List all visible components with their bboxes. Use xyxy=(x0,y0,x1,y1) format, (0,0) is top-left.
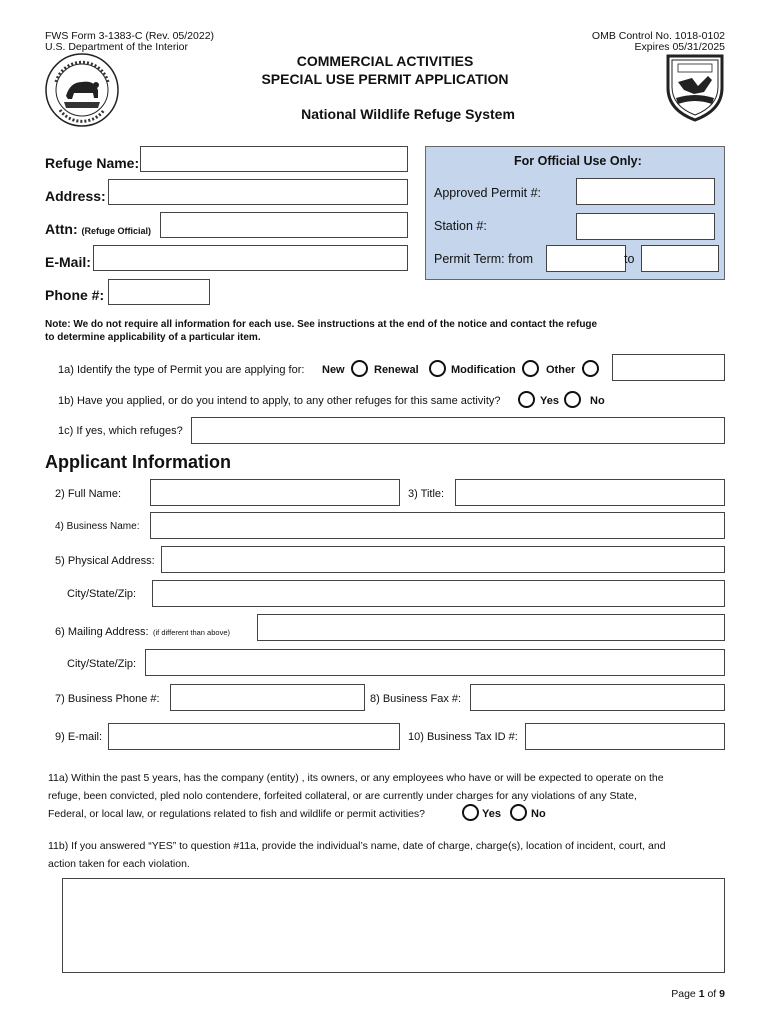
business-phone-input[interactable] xyxy=(170,684,365,711)
q1b-yes-radio[interactable] xyxy=(518,391,535,408)
q1a-label: 1a) Identify the type of Permit you are applying for: xyxy=(58,364,305,376)
city-state-zip-label: City/State/Zip: xyxy=(67,588,137,600)
physical-address-label: 5) Physical Address: xyxy=(55,555,155,567)
q11a-no-radio[interactable] xyxy=(510,804,527,821)
q11a-line2: refuge, been convicted, pled nolo contendere, forfeited collateral, or are currently under charges for any violations of any State, xyxy=(48,790,637,802)
q11b-line2: action taken for each violation. xyxy=(48,858,190,870)
q11a-no-label: No xyxy=(531,808,546,820)
refuge-name-label: Refuge Name: xyxy=(45,155,140,171)
page-of: of xyxy=(707,988,717,1000)
q11a-line1: 11a) Within the past 5 years, has the company (entity) , its owners, or any employees who have or will be expected to operate on the xyxy=(48,772,664,784)
mailing-address-label xyxy=(55,622,230,640)
physical-address-input[interactable] xyxy=(161,546,725,573)
expiration-date: Expires 05/31/2025 xyxy=(634,41,725,53)
page-prefix: Page xyxy=(671,988,696,1000)
official-use-title: For Official Use Only: xyxy=(514,154,642,168)
title-label: 3) Title: xyxy=(408,488,445,500)
q1b-yes-label: Yes xyxy=(540,395,559,407)
station-label: Station #: xyxy=(434,219,487,233)
q11b-line1: 11b) If you answered “YES” to question #11a, provide the individual’s name, date of charge, charge(s), location of incident, court, and xyxy=(48,840,666,852)
applicant-email-input[interactable] xyxy=(108,723,400,750)
q1a-new-radio[interactable] xyxy=(351,360,368,377)
q1a-other-label: Other xyxy=(546,364,576,376)
form-subtitle: National Wildlife Refuge System xyxy=(301,106,515,122)
q1b-no-label: No xyxy=(590,395,605,407)
page-total: 9 xyxy=(719,988,725,1000)
attn-label-text: Attn: xyxy=(45,221,78,237)
address-label: Address: xyxy=(45,188,106,204)
tax-id-input[interactable] xyxy=(525,723,725,750)
mailing-address-input[interactable] xyxy=(257,614,725,641)
permit-term-label: Permit Term: from xyxy=(434,252,534,266)
mailing-city-state-zip-input[interactable] xyxy=(145,649,725,676)
attn-input[interactable] xyxy=(160,212,408,238)
q1a-renewal-radio[interactable] xyxy=(429,360,446,377)
note-line1: Note: We do not require all information for each use. See instructions at the end of the notice and contact the refuge xyxy=(45,319,598,330)
phone-label: Phone #: xyxy=(45,287,105,303)
q1a-new-label: New xyxy=(322,364,345,376)
q11a-line3: Federal, or local law, or regulations related to fish and wildlife or permit activities? xyxy=(48,808,426,820)
permit-term-to-label: to xyxy=(624,252,635,266)
q1a-modification-radio[interactable] xyxy=(522,360,539,377)
full-name-label: 2) Full Name: xyxy=(55,488,122,500)
page-current: 1 xyxy=(698,988,705,1000)
approved-permit-input[interactable] xyxy=(576,178,715,205)
department-name: U.S. Department of the Interior xyxy=(45,41,188,53)
attn-note: (Refuge Official) xyxy=(81,226,152,236)
business-name-label: 4) Business Name: xyxy=(55,521,140,532)
page-number xyxy=(671,988,725,1000)
mailing-address-text: 6) Mailing Address: xyxy=(55,626,149,638)
refuge-name-input[interactable] xyxy=(140,146,408,172)
permit-term-to-input[interactable] xyxy=(641,245,719,272)
form-title-line1: COMMERCIAL ACTIVITIES xyxy=(296,53,474,69)
omb-control-number: OMB Control No. 1018-0102 xyxy=(591,30,725,42)
q1b-no-radio[interactable] xyxy=(564,391,581,408)
form-title-line2: SPECIAL USE PERMIT APPLICATION xyxy=(261,71,509,87)
tax-id-label: 10) Business Tax ID #: xyxy=(408,731,518,743)
phone-input[interactable] xyxy=(108,279,210,305)
mailing-city-state-zip-label: City/State/Zip: xyxy=(67,658,137,670)
business-fax-label: 8) Business Fax #: xyxy=(370,693,462,705)
city-state-zip-input[interactable] xyxy=(152,580,725,607)
business-name-input[interactable] xyxy=(150,512,725,539)
station-input[interactable] xyxy=(576,213,715,240)
business-fax-input[interactable] xyxy=(470,684,725,711)
q1a-modification-label: Modification xyxy=(451,364,516,376)
fws-shield-icon xyxy=(664,52,726,122)
q1a-renewal-label: Renewal xyxy=(374,364,419,376)
official-use-panel xyxy=(425,146,725,280)
approved-permit-label: Approved Permit #: xyxy=(434,186,541,200)
address-input[interactable] xyxy=(108,179,408,205)
title-input[interactable] xyxy=(455,479,725,506)
q1c-label: 1c) If yes, which refuges? xyxy=(58,425,183,437)
applicant-email-label: 9) E-mail: xyxy=(55,731,103,743)
permit-term-from-input[interactable] xyxy=(546,245,626,272)
q1a-other-input[interactable] xyxy=(612,354,725,381)
q11a-yes-label: Yes xyxy=(482,808,501,820)
q11a-yes-radio[interactable] xyxy=(462,804,479,821)
business-phone-label: 7) Business Phone #: xyxy=(55,693,160,705)
q1a-other-radio[interactable] xyxy=(582,360,599,377)
note-line2: to determine applicability of a particular item. xyxy=(45,332,261,343)
form-number: FWS Form 3-1383-C (Rev. 05/2022) xyxy=(45,30,215,42)
attn-label xyxy=(45,221,151,237)
email-input[interactable] xyxy=(93,245,408,271)
full-name-input[interactable] xyxy=(150,479,400,506)
q1c-refuges-input[interactable] xyxy=(191,417,725,444)
q11b-violations-textarea[interactable] xyxy=(62,878,725,973)
mailing-address-note: (if different than above) xyxy=(153,628,230,637)
email-label: E-Mail: xyxy=(45,254,91,270)
q1b-label: 1b) Have you applied, or do you intend to apply, to any other refuges for this same activity? xyxy=(58,395,501,407)
applicant-info-heading: Applicant Information xyxy=(45,452,231,472)
